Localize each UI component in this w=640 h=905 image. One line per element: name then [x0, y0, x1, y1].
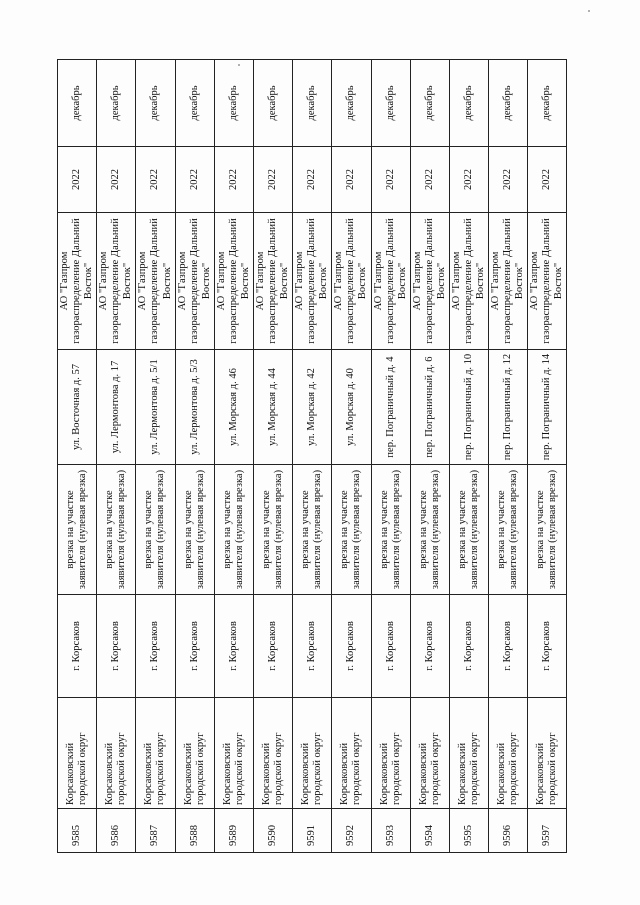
district-cell: Корсаковский городской округ	[528, 698, 567, 809]
month-cell: декабрь	[58, 60, 97, 147]
city-cell: г. Корсаков	[175, 595, 214, 698]
month-cell: декабрь	[410, 60, 449, 147]
address-cell: ул. Лермонтова д. 5/1	[136, 350, 175, 465]
work-type-cell: врезка на участке заявителя (нулевая врезка)	[489, 465, 528, 595]
district-cell: Корсаковский городской округ	[136, 698, 175, 809]
organization-cell: АО "Газпром газораспределение Дальний Восток"	[332, 213, 371, 350]
address-cell: ул. Морская д. 46	[214, 350, 253, 465]
month-cell: декабрь	[97, 60, 136, 147]
table-row	[214, 60, 253, 853]
address-cell: пер. Пограничный д. 6	[410, 350, 449, 465]
row-number: 9591	[293, 809, 332, 853]
rotated-table-wrapper	[57, 60, 565, 853]
month-cell: декабрь	[214, 60, 253, 147]
month-cell: декабрь	[332, 60, 371, 147]
address-cell: ул. Лермонтова д. 17	[97, 350, 136, 465]
year-cell: 2022	[293, 147, 332, 213]
table-row	[58, 60, 97, 853]
city-cell: г. Корсаков	[449, 595, 488, 698]
district-cell: Корсаковский городской округ	[253, 698, 292, 809]
table-row	[371, 60, 410, 853]
organization-cell: АО "Газпром газораспределение Дальний Восток"	[449, 213, 488, 350]
row-number: 9594	[410, 809, 449, 853]
district-cell: Корсаковский городской округ	[214, 698, 253, 809]
organization-cell: АО "Газпром газораспределение Дальний Восток"	[371, 213, 410, 350]
city-cell: г. Корсаков	[489, 595, 528, 698]
address-cell: ул. Морская д. 42	[293, 350, 332, 465]
year-cell: 2022	[371, 147, 410, 213]
organization-cell: АО "Газпром газораспределение Дальний Восток"	[528, 213, 567, 350]
table-row	[489, 60, 528, 853]
work-type-cell: врезка на участке заявителя (нулевая врезка)	[410, 465, 449, 595]
city-cell: г. Корсаков	[371, 595, 410, 698]
address-cell: пер. Пограничный д. 10	[449, 350, 488, 465]
month-cell: декабрь	[528, 60, 567, 147]
year-cell: 2022	[58, 147, 97, 213]
district-cell: Корсаковский городской округ	[449, 698, 488, 809]
row-number: 9586	[97, 809, 136, 853]
organization-cell: АО "Газпром газораспределение Дальний Восток"	[97, 213, 136, 350]
year-cell: 2022	[136, 147, 175, 213]
table-row	[293, 60, 332, 853]
month-cell: декабрь	[489, 60, 528, 147]
year-cell: 2022	[449, 147, 488, 213]
district-cell: Корсаковский городской округ	[410, 698, 449, 809]
table-row	[449, 60, 488, 853]
year-cell: 2022	[214, 147, 253, 213]
row-number: 9588	[175, 809, 214, 853]
organization-cell: АО "Газпром газораспределение Дальний Восток"	[293, 213, 332, 350]
city-cell: г. Корсаков	[58, 595, 97, 698]
scan-speck	[588, 10, 590, 12]
gas-connection-table	[57, 59, 567, 853]
address-cell: пер. Пограничный д. 12	[489, 350, 528, 465]
year-cell: 2022	[528, 147, 567, 213]
address-cell: ул. Морская д. 40	[332, 350, 371, 465]
row-number: 9585	[58, 809, 97, 853]
year-cell: 2022	[97, 147, 136, 213]
month-cell: декабрь	[371, 60, 410, 147]
city-cell: г. Корсаков	[214, 595, 253, 698]
work-type-cell: врезка на участке заявителя (нулевая врезка)	[253, 465, 292, 595]
row-number: 9590	[253, 809, 292, 853]
organization-cell: АО "Газпром газораспределение Дальний Восток"	[214, 213, 253, 350]
city-cell: г. Корсаков	[136, 595, 175, 698]
work-type-cell: врезка на участке заявителя (нулевая врезка)	[97, 465, 136, 595]
city-cell: г. Корсаков	[293, 595, 332, 698]
work-type-cell: врезка на участке заявителя (нулевая врезка)	[449, 465, 488, 595]
organization-cell: АО "Газпром газораспределение Дальний Восток"	[489, 213, 528, 350]
month-cell: декабрь	[175, 60, 214, 147]
work-type-cell: врезка на участке заявителя (нулевая врезка)	[136, 465, 175, 595]
work-type-cell: врезка на участке заявителя (нулевая врезка)	[214, 465, 253, 595]
city-cell: г. Корсаков	[410, 595, 449, 698]
address-cell: пер. Пограничный д. 4	[371, 350, 410, 465]
district-cell: Корсаковский городской округ	[489, 698, 528, 809]
year-cell: 2022	[253, 147, 292, 213]
month-cell: декабрь	[293, 60, 332, 147]
row-number: 9593	[371, 809, 410, 853]
row-number: 9597	[528, 809, 567, 853]
district-cell: Корсаковский городской округ	[97, 698, 136, 809]
work-type-cell: врезка на участке заявителя (нулевая врезка)	[175, 465, 214, 595]
table-row	[253, 60, 292, 853]
district-cell: Корсаковский городской округ	[175, 698, 214, 809]
district-cell: Корсаковский городской округ	[332, 698, 371, 809]
row-number: 9595	[449, 809, 488, 853]
row-number: 9596	[489, 809, 528, 853]
month-cell: декабрь	[253, 60, 292, 147]
row-number: 9587	[136, 809, 175, 853]
table-row	[528, 60, 567, 853]
city-cell: г. Корсаков	[97, 595, 136, 698]
work-type-cell: врезка на участке заявителя (нулевая врезка)	[528, 465, 567, 595]
address-cell: ул. Лермонтова д. 5/3	[175, 350, 214, 465]
year-cell: 2022	[332, 147, 371, 213]
district-cell: Корсаковский городской округ	[293, 698, 332, 809]
work-type-cell: врезка на участке заявителя (нулевая врезка)	[58, 465, 97, 595]
table-row	[175, 60, 214, 853]
address-cell: ул. Восточная д. 57	[58, 350, 97, 465]
address-cell: ул. Морская д. 44	[253, 350, 292, 465]
row-number: 9592	[332, 809, 371, 853]
row-number: 9589	[214, 809, 253, 853]
year-cell: 2022	[489, 147, 528, 213]
table-row	[410, 60, 449, 853]
year-cell: 2022	[175, 147, 214, 213]
table-body	[58, 60, 567, 853]
table-row	[332, 60, 371, 853]
table-row	[136, 60, 175, 853]
organization-cell: АО "Газпром газораспределение Дальний Восток"	[136, 213, 175, 350]
organization-cell: АО "Газпром газораспределение Дальний Восток"	[175, 213, 214, 350]
organization-cell: АО "Газпром газораспределение Дальний Восток"	[58, 213, 97, 350]
city-cell: г. Корсаков	[332, 595, 371, 698]
city-cell: г. Корсаков	[528, 595, 567, 698]
organization-cell: АО "Газпром газораспределение Дальний Восток"	[253, 213, 292, 350]
work-type-cell: врезка на участке заявителя (нулевая врезка)	[332, 465, 371, 595]
city-cell: г. Корсаков	[253, 595, 292, 698]
table-row	[97, 60, 136, 853]
month-cell: декабрь	[449, 60, 488, 147]
month-cell: декабрь	[136, 60, 175, 147]
district-cell: Корсаковский городской округ	[371, 698, 410, 809]
organization-cell: АО "Газпром газораспределение Дальний Восток"	[410, 213, 449, 350]
district-cell: Корсаковский городской округ	[58, 698, 97, 809]
address-cell: пер. Пограничный д. 14	[528, 350, 567, 465]
work-type-cell: врезка на участке заявителя (нулевая врезка)	[371, 465, 410, 595]
work-type-cell: врезка на участке заявителя (нулевая врезка)	[293, 465, 332, 595]
year-cell: 2022	[410, 147, 449, 213]
